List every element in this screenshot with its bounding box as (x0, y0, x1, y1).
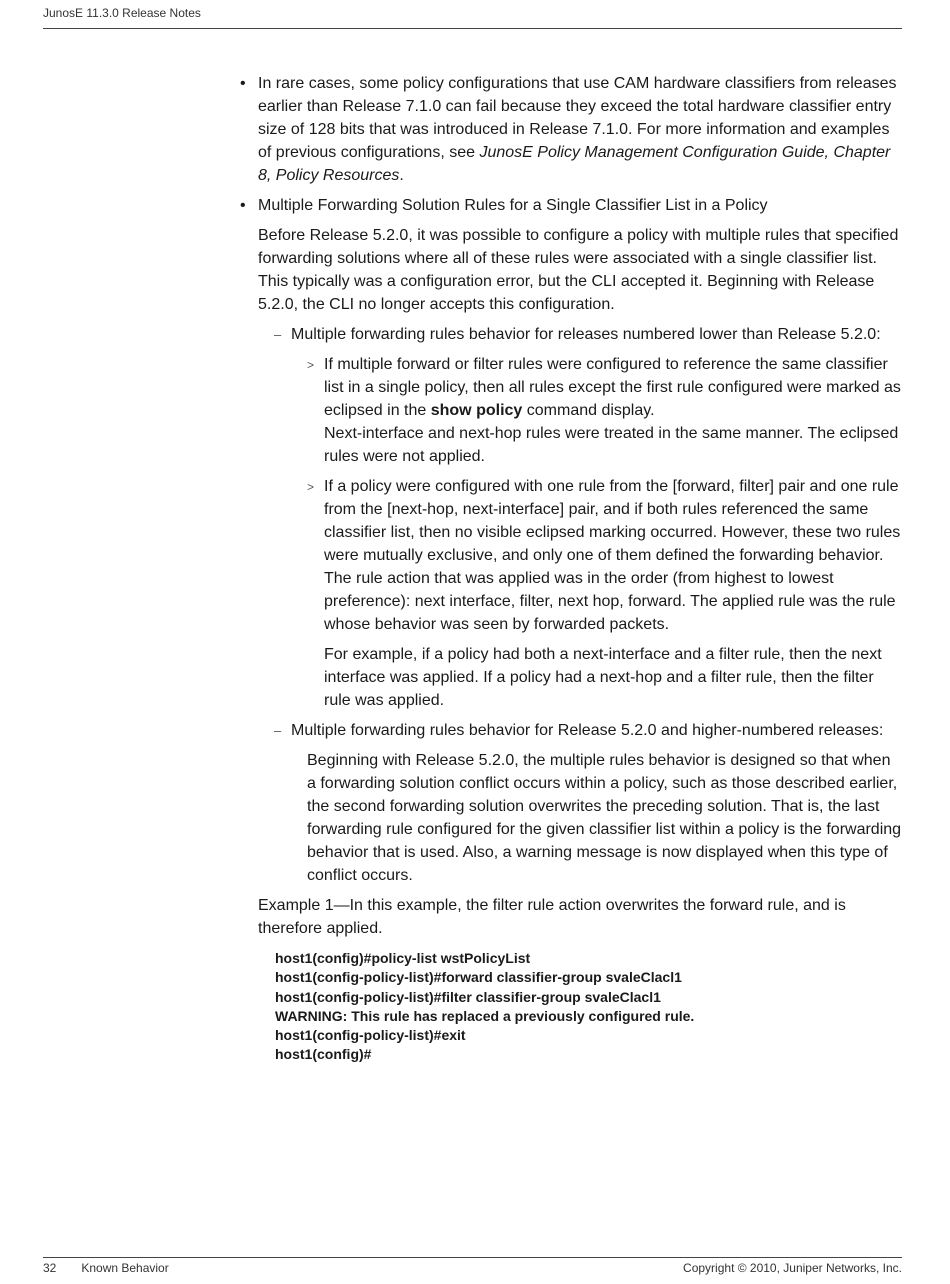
code-line: host1(config-policy-list)#filter classifier-group svaleClacl1 (275, 988, 661, 1005)
page-body (240, 72, 902, 1065)
running-header (43, 6, 902, 29)
bullet-marker: • (240, 75, 246, 92)
command-name: show policy (430, 402, 523, 419)
sub-item-eclipsed-rules (307, 353, 902, 468)
example-paragraph: For example, if a policy had both a next-interface and a filter rule, then the next interface was applied. If a policy had a next-hop and a filter rule, then the filter rule was applied. (324, 646, 882, 709)
dash-marker: – (274, 723, 282, 738)
running-footer (43, 1257, 902, 1275)
post-520-body: Beginning with Release 5.2.0, the multiple rules behavior is designed so that when a forwarding solution conflict occurs within a policy, such as those described earlier, the second forwarding solution overwrites the preceding solution. That is, the last forwarding rule configured for the given classifier list within a policy is the forwarding behavior that is used. Also, a warning message is now displayed when this type of conflict occurs. (307, 752, 902, 884)
dash-text: Multiple forwarding rules behavior for Release 5.2.0 and higher-numbered releases: (291, 722, 884, 739)
header-title: JunosE 11.3.0 Release Notes (43, 6, 201, 20)
sub-item-text-continued: Next-interface and next-hop rules were treated in the same manner. The eclipsed rules were not applied. (324, 425, 899, 465)
footer-copyright: Copyright © 2010, Juniper Networks, Inc. (683, 1261, 902, 1275)
arrow-marker: > (307, 480, 315, 494)
page-number: 32 (43, 1261, 57, 1275)
intro-paragraph: Before Release 5.2.0, it was possible to configure a policy with multiple rules that specified forwarding solutions where all of these rules were associated with a single classifier list. This typically was a configuration error, but the CLI accepted it. Beginning with Release 5.2.0, the CLI no longer accepts this configuration. (258, 227, 899, 313)
footer-section: Known Behavior (81, 1261, 169, 1275)
code-line: host1(config)# (275, 1046, 372, 1063)
code-line: host1(config-policy-list)#exit (275, 1027, 466, 1044)
bullet-marker: • (240, 197, 246, 214)
dash-item-pre-520 (274, 323, 902, 346)
bullet-item-forwarding-rules (240, 194, 902, 217)
dash-text: Multiple forwarding rules behavior for releases numbered lower than Release 5.2.0: (291, 326, 881, 343)
cli-example (275, 949, 902, 1065)
bullet-item-cam-classifiers (240, 72, 902, 187)
sub-item-text: If multiple forward or filter rules were configured to reference the same classifier list in a single policy, then all rules except the first rule configured were marked as eclipsed in the show policy command display. (324, 356, 901, 419)
doc-reference: JunosE Policy Management Configuration Guide, Chapter 8, Policy Resources (258, 144, 891, 184)
bullet-title: Multiple Forwarding Solution Rules for a Single Classifier List in a Policy (258, 197, 768, 214)
example-1-paragraph: Example 1—In this example, the filter rule action overwrites the forward rule, and is therefore applied. (258, 897, 846, 937)
code-line-warning: WARNING: This rule has replaced a previously configured rule. (275, 1007, 695, 1024)
code-line: host1(config-policy-list)#forward classifier-group svaleClacl1 (275, 969, 682, 986)
bullet-text: In rare cases, some policy configurations that use CAM hardware classifiers from releases earlier than Release 7.1.0 can fail because they exceed the total hardware classifier entry size of 128 bits that was introduced in Release 7.1.0. For more information and examples of previous configurations, see JunosE Policy Management Configuration Guide, Chapter 8, Policy Resources. (258, 75, 897, 184)
arrow-marker: > (307, 358, 315, 372)
code-line: host1(config)#policy-list wstPolicyList (275, 950, 531, 966)
sub-item-text: If a policy were configured with one rule from the [forward, filter] pair and one rule from the [next-hop, next-interface] pair, and if both rules referenced the same classifier list, then no visible eclipsed marking occurred. However, these two rules were mutually exclusive, and only one of them defined the forwarding behavior. The rule action that was applied was in the order (from highest to lowest preference): next interface, filter, next hop, forward. The applied rule was the rule whose behavior was seen by forwarded packets. (324, 478, 901, 633)
sub-item-mutually-exclusive (307, 475, 902, 636)
dash-item-post-520 (274, 719, 902, 742)
dash-marker: – (274, 327, 282, 342)
